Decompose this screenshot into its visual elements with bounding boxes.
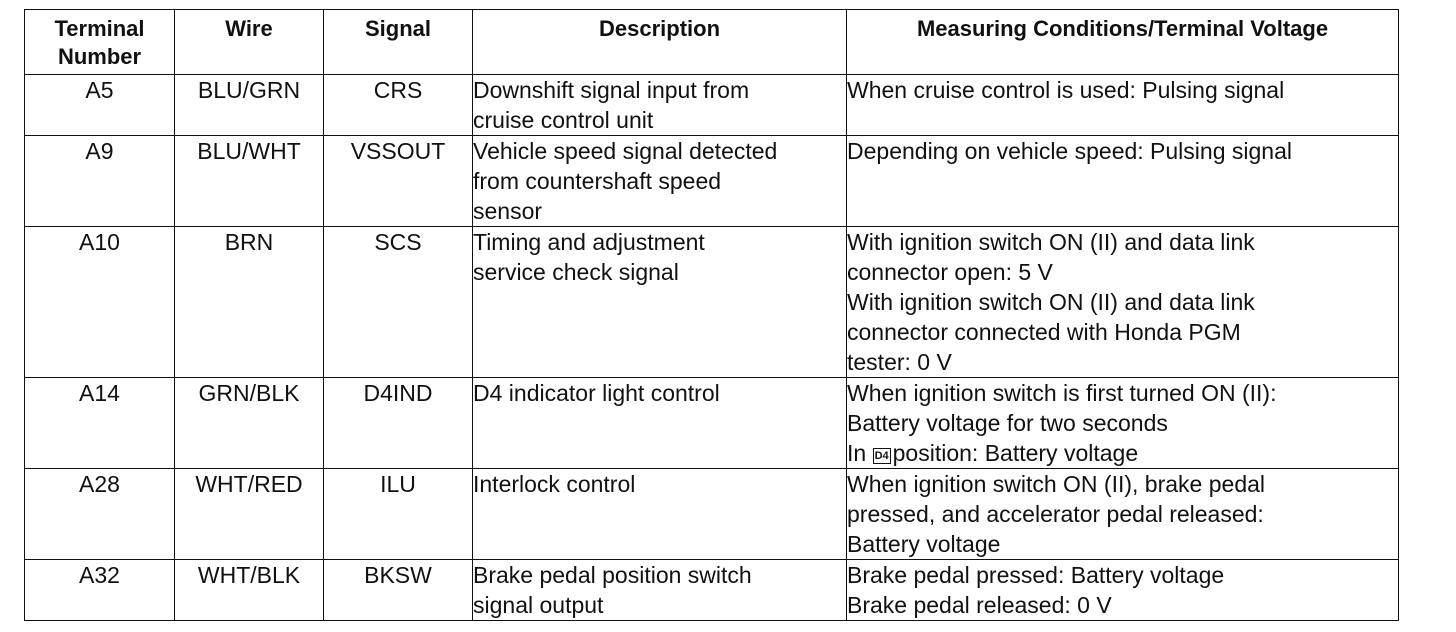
measuring-line: With ignition switch ON (II) and data link: [847, 289, 1255, 315]
wire-cell: BRN: [175, 227, 324, 378]
terminal-number-cell: A14: [25, 378, 175, 469]
terminal-number-cell: A32: [25, 560, 175, 621]
wire-cell: GRN/BLK: [175, 378, 324, 469]
header-wire: Wire: [175, 10, 324, 75]
header-terminal-number: [25, 10, 175, 75]
measuring-cell: [847, 469, 1399, 560]
description-cell: [473, 560, 847, 621]
description-line: D4 indicator light control: [473, 380, 720, 406]
signal-cell: VSSOUT: [324, 136, 473, 227]
table-row: [25, 560, 1399, 621]
header-terminal-line2: Number: [57, 44, 142, 69]
description-cell: [473, 469, 847, 560]
measuring-line: Battery voltage: [847, 531, 1001, 557]
d4-position-icon: D4: [874, 450, 889, 462]
measuring-badge-prefix: In: [847, 440, 867, 466]
terminal-number-cell: A10: [25, 227, 175, 378]
measuring-line: Depending on vehicle speed: Pulsing signal: [847, 138, 1292, 164]
measuring-line: When ignition switch ON (II), brake pedal: [847, 471, 1266, 497]
measuring-line: Battery voltage for two seconds: [847, 410, 1168, 436]
header-measuring-conditions: Measuring Conditions/Terminal Voltage: [847, 10, 1399, 75]
table-header-row: [25, 10, 1399, 75]
description-line: cruise control unit: [473, 107, 654, 133]
header-signal: Signal: [324, 10, 473, 75]
terminal-table: [24, 9, 1399, 621]
description-line: Timing and adjustment: [473, 229, 705, 255]
description-cell: [473, 75, 847, 136]
measuring-cell: [847, 136, 1399, 227]
signal-cell: ILU: [324, 469, 473, 560]
description-cell: [473, 227, 847, 378]
measuring-line: connector connected with Honda PGM: [847, 319, 1241, 345]
measuring-cell: [847, 75, 1399, 136]
description-line: Brake pedal position switch: [473, 562, 752, 588]
measuring-line: When ignition switch is first turned ON (II):: [847, 380, 1277, 406]
measuring-badge-suffix: position: Battery voltage: [892, 440, 1139, 466]
description-line: Downshift signal input from: [473, 77, 750, 103]
header-description: Description: [473, 10, 847, 75]
wire-cell: WHT/RED: [175, 469, 324, 560]
description-line: sensor: [473, 198, 543, 224]
table-row: [25, 227, 1399, 378]
table-row: [25, 136, 1399, 227]
description-line: service check signal: [473, 259, 679, 285]
wire-cell: BLU/GRN: [175, 75, 324, 136]
description-cell: [473, 378, 847, 469]
description-line: signal output: [473, 592, 604, 618]
measuring-line: With ignition switch ON (II) and data link: [847, 229, 1255, 255]
header-terminal-line1: Terminal: [54, 16, 145, 41]
terminal-number-cell: A5: [25, 75, 175, 136]
terminal-number-cell: A9: [25, 136, 175, 227]
description-line: from countershaft speed: [473, 168, 722, 194]
wire-cell: WHT/BLK: [175, 560, 324, 621]
measuring-line: tester: 0 V: [847, 349, 952, 375]
table-row: [25, 75, 1399, 136]
description-line: Interlock control: [473, 471, 636, 497]
wire-cell: BLU/WHT: [175, 136, 324, 227]
signal-cell: D4IND: [324, 378, 473, 469]
signal-cell: SCS: [324, 227, 473, 378]
signal-cell: CRS: [324, 75, 473, 136]
measuring-line: connector open: 5 V: [847, 259, 1053, 285]
signal-cell: BKSW: [324, 560, 473, 621]
measuring-line: When cruise control is used: Pulsing signal: [847, 77, 1285, 103]
measuring-cell: [847, 378, 1399, 469]
measuring-line: Brake pedal released: 0 V: [847, 592, 1112, 618]
terminal-number-cell: A28: [25, 469, 175, 560]
description-line: Vehicle speed signal detected: [473, 138, 778, 164]
table-row: [25, 378, 1399, 469]
measuring-line: Brake pedal pressed: Battery voltage: [847, 562, 1225, 588]
description-cell: [473, 136, 847, 227]
measuring-line-with-badge: [847, 438, 1398, 468]
measuring-cell: [847, 227, 1399, 378]
measuring-line: pressed, and accelerator pedal released:: [847, 501, 1264, 527]
table-row: [25, 469, 1399, 560]
measuring-cell: [847, 560, 1399, 621]
